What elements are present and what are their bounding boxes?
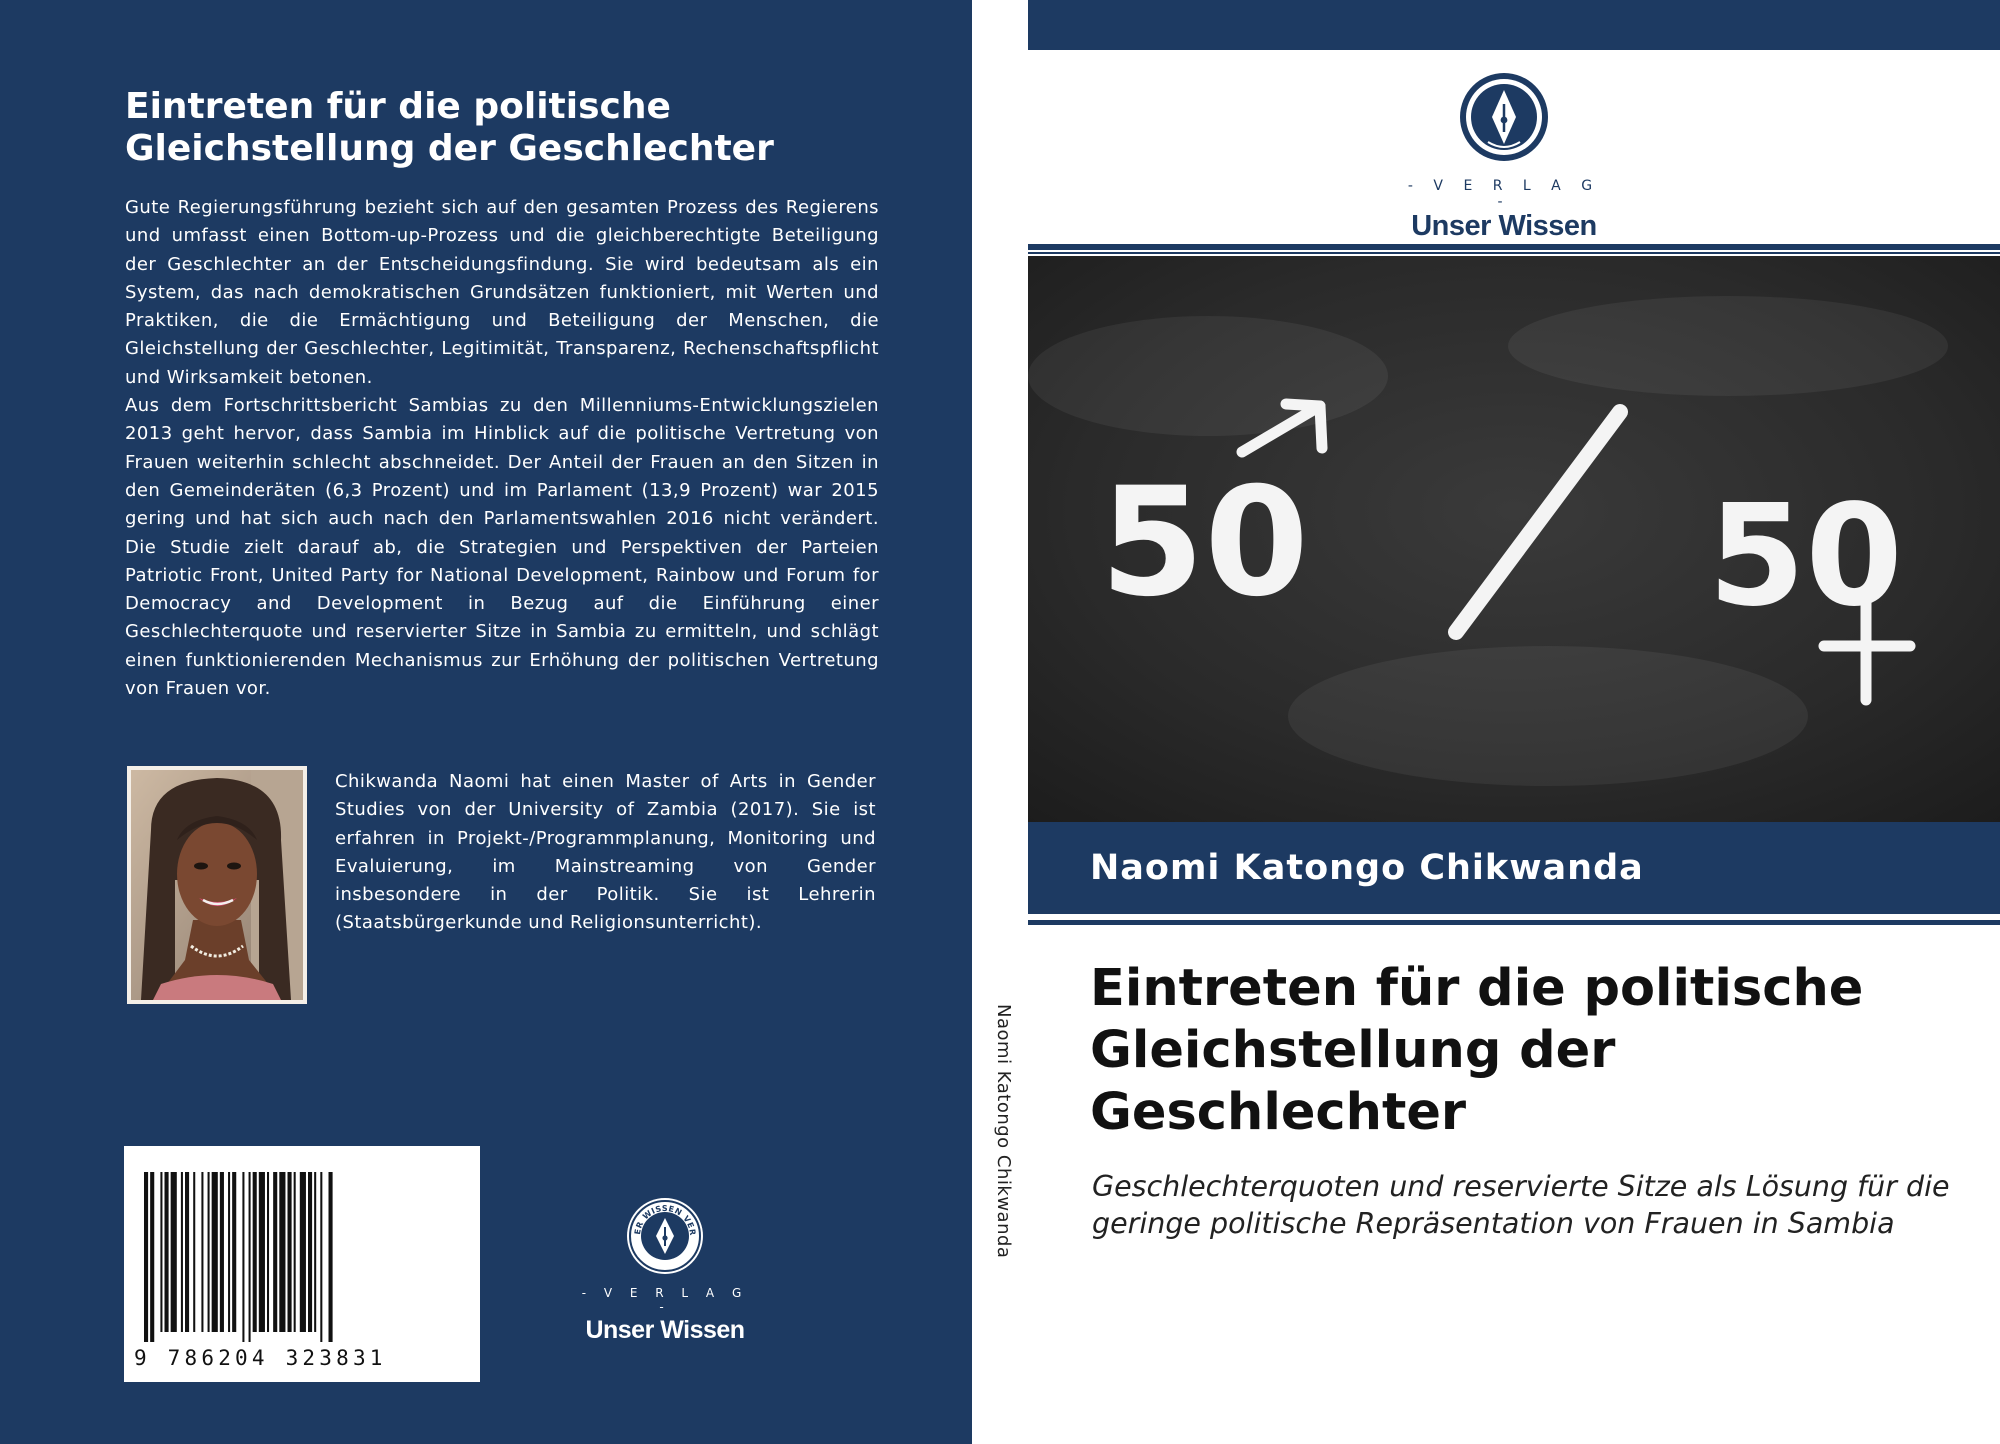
barcode	[124, 1146, 480, 1382]
seal-text: ER WISSEN VER	[632, 1203, 698, 1237]
front-divider	[1028, 252, 2000, 254]
publisher-logo-back	[578, 1194, 752, 1344]
publisher-verlag-label: - V E R L A G -	[1407, 178, 1601, 210]
author-bio: Chikwanda Naomi hat einen Master of Arts in Gender Studies von der University of Zambia (2017). Sie ist erfahren in Projekt-/Programmplanung, Monitoring und Evaluierung, im Mainstreaming von Gender insbesondere in der Politik. Sie ist Lehrerin (Staatsbürgerkunde und Religionsunterricht).	[335, 771, 876, 934]
back-cover	[0, 0, 972, 1444]
chalk-number-right: 50	[1708, 475, 1903, 638]
front-top-bar	[1028, 0, 2000, 50]
publisher-name: Unser Wissen	[1411, 210, 1597, 242]
blurb-paragraph: Aus dem Fortschrittsbericht Sambias zu den Millenniums-Entwicklungszielen 2013 geht hervor, dass Sambia im Hinblick auf die politische Vertretung von Frauen weiterhin schlecht abschneidet. Der Anteil der Frauen an den Sitzen in den Gemeinderäten (6,3 Prozent) und im Parlament (13,9 Prozent) war 2015 gering und hat sich auch nach den Parlamentswahlen 2016 nicht verändert. Die Studie zielt darauf ab, die Strategien und Perspektiven der Parteien Patriotic Front, United Party for National Development, Rainbow und Forum for Democracy and Development in Bezug auf die Einführung einer Geschlechterquote und reservierter Sitze in Sambia zu ermitteln, und schlägt einen funktionierenden Mechanismus zur Erhöhung der politischen Vertretung von Frauen vor.	[125, 395, 879, 700]
author-photo	[127, 766, 307, 1004]
publisher-logo-front	[1404, 70, 1604, 242]
chalk-number-left: 50	[1100, 456, 1309, 630]
front-cover-subtitle: Geschlechterquoten und reservierte Sitze als Lösung für die geringe politische Repräsentation von Frauen in Sambia	[1092, 1170, 1950, 1240]
publisher-name: Unser Wissen	[585, 1316, 745, 1344]
barcode-bars	[124, 1146, 480, 1346]
front-cover-title: Eintreten für die politische Gleichstellung der Geschlechter	[1090, 959, 1864, 1142]
front-author-name: Naomi Katongo Chikwanda	[1090, 848, 1644, 888]
spine-author: Naomi Katongo Chikwanda	[993, 1004, 1014, 1259]
publisher-verlag-label: - V E R L A G -	[581, 1286, 749, 1314]
blurb-paragraph: Gute Regierungsführung bezieht sich auf den gesamten Prozess des Regierens und umfasst einen Bottom-up-Prozess und die gleichberechtigte Beteiligung der Geschlechter an der Entscheidungsfindung. Sie wird bedeutsam als ein System, das nach demokratischen Grundsätzen funktioniert, mit Werten und Praktiken, die die Ermächtigung und Beteiligung der Menschen, die Gleichstellung der Geschlechter, Legitimität, Transparenz, Rechenschaftspflicht und Wirksamkeit betonen.	[125, 197, 879, 388]
publisher-seal-icon	[578, 1194, 752, 1278]
cover-image-chalkboard	[1028, 256, 2000, 822]
front-divider	[1028, 920, 2000, 925]
back-cover-title: Eintreten für die politische Gleichstellung der Geschlechter	[125, 86, 774, 169]
isbn-number: 9 786204 323831	[134, 1346, 387, 1370]
publisher-seal-icon	[1404, 70, 1604, 164]
front-divider	[1028, 244, 2000, 250]
back-cover-blurb	[125, 194, 879, 703]
